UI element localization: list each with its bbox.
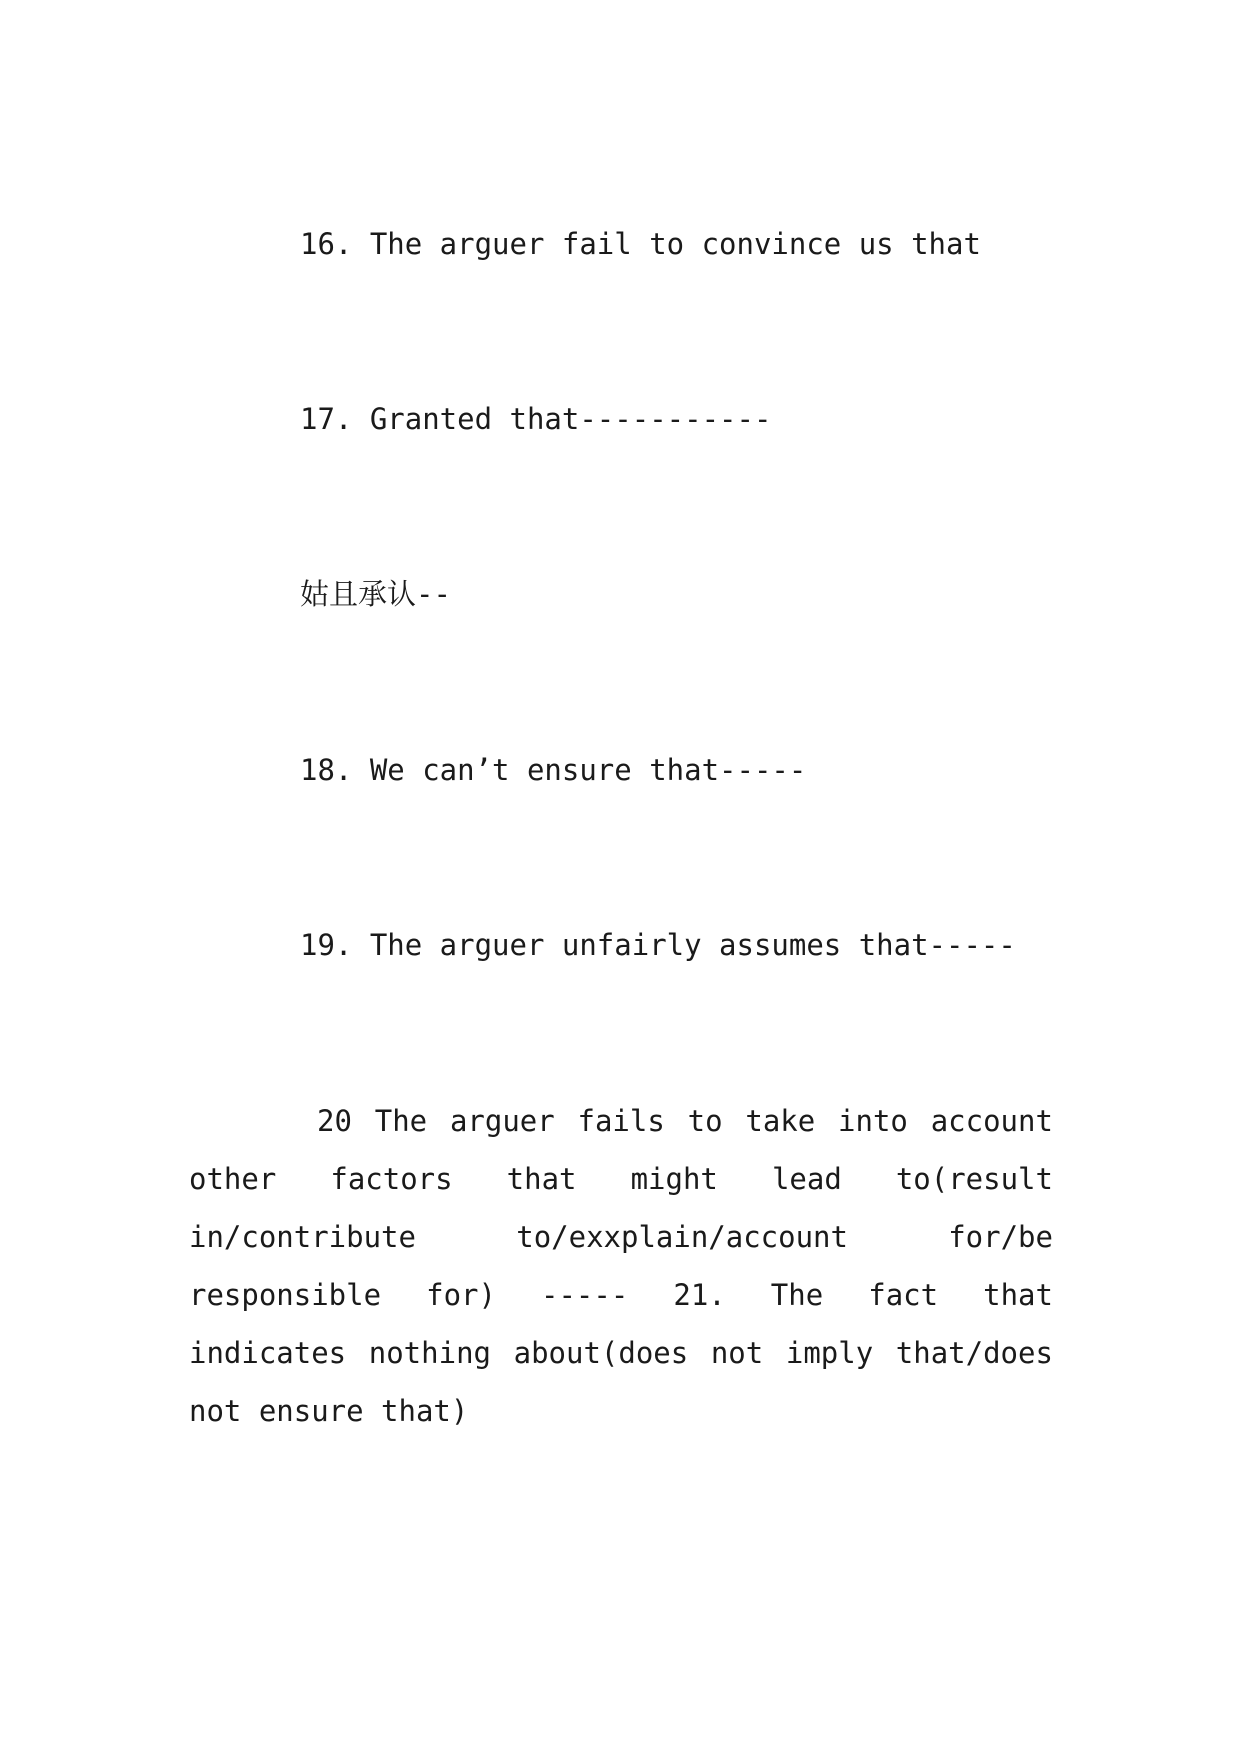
item-17: 17. Granted that----------- bbox=[300, 402, 772, 436]
word: lead bbox=[771, 1162, 842, 1196]
item-18: 18. We can’t ensure that----- bbox=[300, 753, 807, 787]
item-19: 19. The arguer unfairly assumes that----- bbox=[300, 928, 1016, 962]
word: nothing bbox=[368, 1336, 491, 1370]
word: fact bbox=[868, 1278, 939, 1312]
paragraph-line-3 bbox=[189, 1217, 1053, 1275]
word: other bbox=[189, 1162, 277, 1196]
word: The bbox=[374, 1104, 428, 1138]
item-16: 16. The arguer fail to convince us that bbox=[300, 227, 981, 261]
word: arguer bbox=[449, 1104, 555, 1138]
word: that/does bbox=[895, 1336, 1053, 1370]
word: to/exxplain/account bbox=[516, 1220, 848, 1254]
word: ----- bbox=[541, 1278, 629, 1312]
word: take bbox=[745, 1104, 816, 1138]
paragraph-line-6 bbox=[189, 1391, 1053, 1449]
word: indicates bbox=[189, 1336, 347, 1370]
word: 21. bbox=[673, 1278, 726, 1312]
word: that bbox=[506, 1162, 577, 1196]
item-17-chinese: 姑且承认-- bbox=[300, 577, 451, 611]
word: into bbox=[838, 1104, 908, 1138]
word: The bbox=[770, 1278, 824, 1312]
word: fails bbox=[577, 1104, 665, 1138]
word: might bbox=[630, 1162, 718, 1196]
paragraph-line-1 bbox=[189, 1101, 1053, 1159]
word: in/contribute bbox=[189, 1220, 416, 1254]
word: that bbox=[983, 1278, 1053, 1312]
word: not bbox=[710, 1336, 764, 1370]
paragraph-line-4 bbox=[189, 1275, 1053, 1333]
line-text: not ensure that) bbox=[189, 1394, 469, 1428]
word: account bbox=[930, 1104, 1053, 1138]
word: 20 bbox=[317, 1104, 352, 1138]
word: factors bbox=[330, 1162, 453, 1196]
word: to(result bbox=[895, 1162, 1053, 1196]
word: to bbox=[687, 1104, 723, 1138]
word: for/be bbox=[948, 1220, 1053, 1254]
word: about(does bbox=[513, 1336, 689, 1370]
word: imply bbox=[785, 1336, 874, 1370]
paragraph-line-2 bbox=[189, 1159, 1053, 1217]
paragraph-line-5 bbox=[189, 1333, 1053, 1391]
word: responsible bbox=[189, 1278, 382, 1312]
item-20-21-paragraph bbox=[189, 1101, 1053, 1449]
word: for) bbox=[426, 1278, 496, 1312]
